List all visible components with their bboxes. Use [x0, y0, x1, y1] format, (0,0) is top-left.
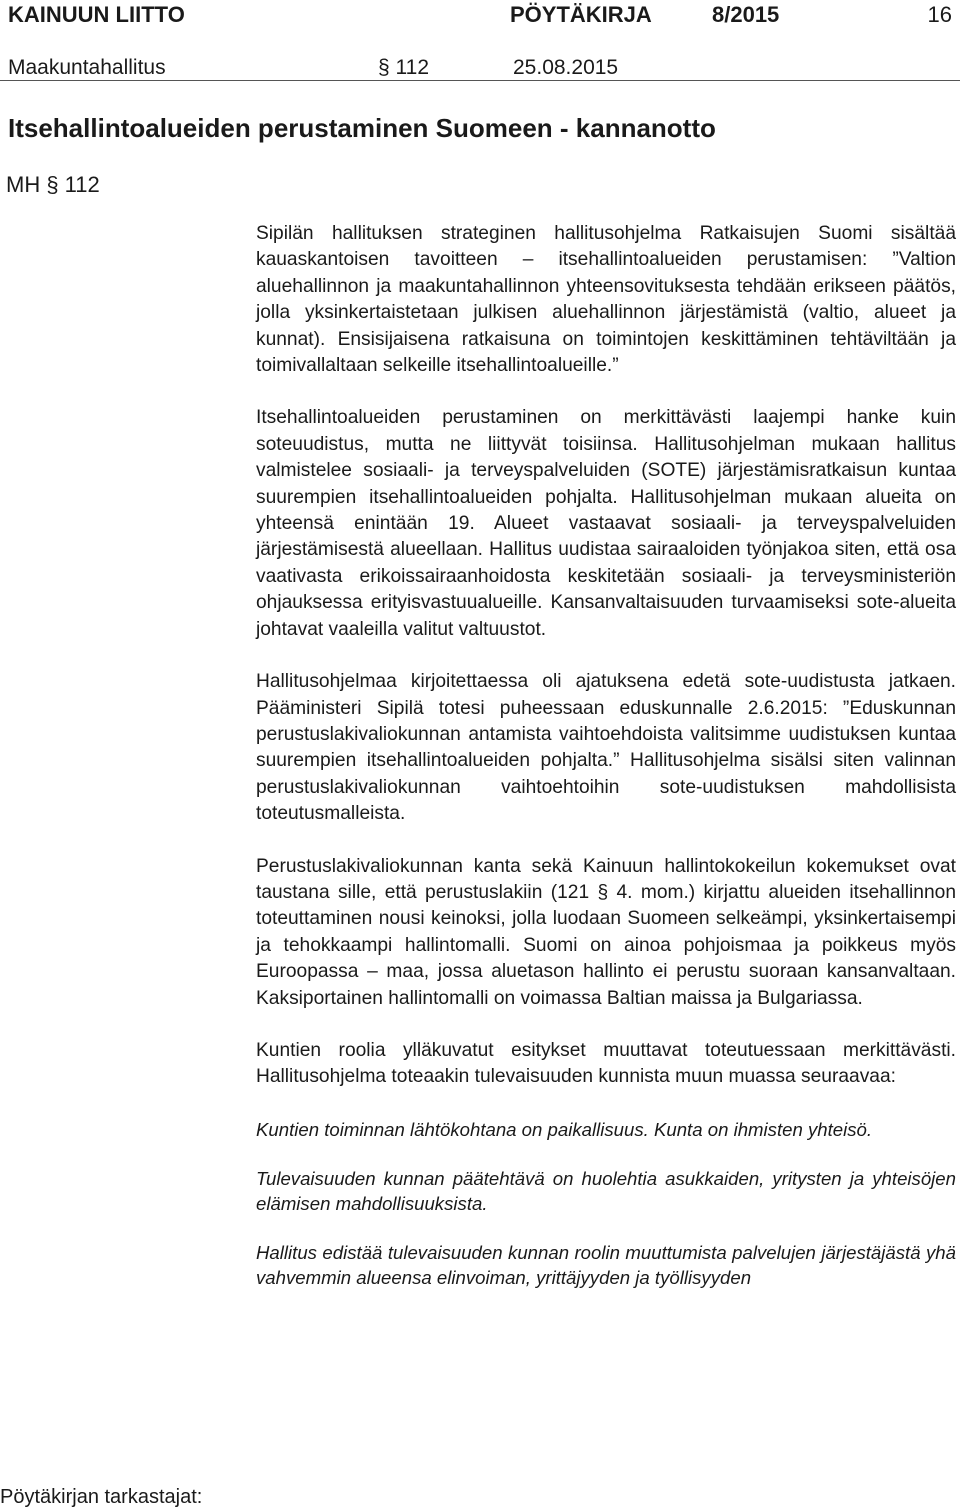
body-text [256, 221, 956, 1314]
section-number: § 112 [378, 56, 429, 79]
paragraph: Perustuslakivaliokunnan kanta sekä Kainuun hallintokokeilun kokemukset ovat taustana sille, että perustuslakiin (121 § 4. mom.) kirjattu alueiden itsehallinnon toteuttaminen nousi keinoksi, jolla luodaan Suomeen selkeämpi, yksinkertaisempi ja tehokkaampi hallintomalli. Suomi on ainoa pohjoismaa ja poikkeus myös Euroopassa – maa, jossa aluetason hallinto ei perustu suoraan kansanvaltaan. Kaksiportainen hallintomalli on voimassa Baltian maissa ja Bulgariassa. [256, 855, 956, 1009]
paragraph: Sipilän hallituksen strateginen hallitusohjelma Ratkaisujen Suomi sisältää kauaskantoisen tavoitteen – itsehallintoalueiden perustamisen: ”Valtion aluehallinnon ja maakuntahallinnon yhteensovituksesta tehdään erikseen päätös, jolla yksinkertaistetaan julkisen aluehallinnon järjestämistä (valtio, alueet ja kunnat). Ensisijaisena ratkaisuna on toimintojen keskittäminen tehtäviltään ja toimivallaltaan selkeille itsehallintoalueille.” [256, 223, 956, 377]
meeting-date: 25.08.2015 [513, 56, 619, 79]
paragraph: Kuntien roolia ylläkuvatut esitykset muuttavat toteutuessaan merkittävästi. Hallitusohjelma toteaakin tulevaisuuden kunnista muun muassa seuraavaa: [256, 1039, 956, 1088]
document-number: 8/2015 [712, 2, 780, 27]
footer-label: Pöytäkirjan tarkastajat: [0, 1486, 203, 1508]
document-type: PÖYTÄKIRJA [510, 2, 652, 27]
header-divider [0, 80, 960, 81]
paragraph: Itsehallintoalueiden perustaminen on merkittävästi laajempi hanke kuin soteuudistus, mutta ne liittyvät toisiinsa. Hallitusohjelman mukaan hallitus valmistelee sosiaali- ja terveyspalveluiden (SOTE) järjestämisratkaisun kuntaa suurempien itsehallintoalueiden pohjalta. Hallitusohjelman mukaan alueita on yhteensä enintään 19. Alueet vastaavat sosiaali- ja terveyspalveluiden järjestämisestä alueellaan. Hallitus uudistaa sairaaloiden työnjakoa siten, että osa vaativasta erikoissairaanhoidosta keskitetään sosiaali- ja terveysministeriön ohjauksessa erityisvastuualueille. Kansanvaltaisuuden turvaamiseksi sote-alueita johtavat vaaleilla valitut valtuustot. [256, 407, 956, 640]
paragraph: Hallitusohjelmaa kirjoitettaessa oli ajatuksena edetä sote-uudistusta jatkaen. Pääministeri Sipilä totesi puheessaan eduskunnalle 2.6.2015: ”Eduskunnan perustuslakivaliokunnan antamista vaihtoehdoista valitsimme uudistuksen kuntaa suurempien itsehallintoalueiden pohjalta.” Hallitusohjelma sisälsi siten valinnan perustuslakivaliokunnan vaihtoehtoihin sote-uudistuksen mahdollisista toteutusmalleista. [256, 671, 956, 825]
organization-name: KAINUUN LIITTO [8, 2, 185, 27]
quote: Tulevaisuuden kunnan päätehtävä on huolehtia asukkaiden, yritysten ja yhteisöjen elämisen mahdollisuuksista. [256, 1167, 956, 1214]
page-subheader [8, 56, 952, 82]
page-header [8, 2, 952, 30]
governing-body: Maakuntahallitus [8, 56, 166, 79]
section-reference: MH § 112 [6, 172, 100, 197]
quote: Hallitus edistää tulevaisuuden kunnan roolin muuttumista palvelujen järjestäjästä yhä vahvemmin alueensa elinvoiman, yrittäjyyden ja työllisyyden [256, 1241, 956, 1288]
quote: Kuntien toiminnan lähtökohtana on paikallisuus. Kunta on ihmisten yhteisö. [256, 1118, 873, 1140]
page-number: 16 [927, 2, 952, 27]
document-title: Itsehallintoalueiden perustaminen Suomeen - kannanotto [8, 113, 716, 143]
